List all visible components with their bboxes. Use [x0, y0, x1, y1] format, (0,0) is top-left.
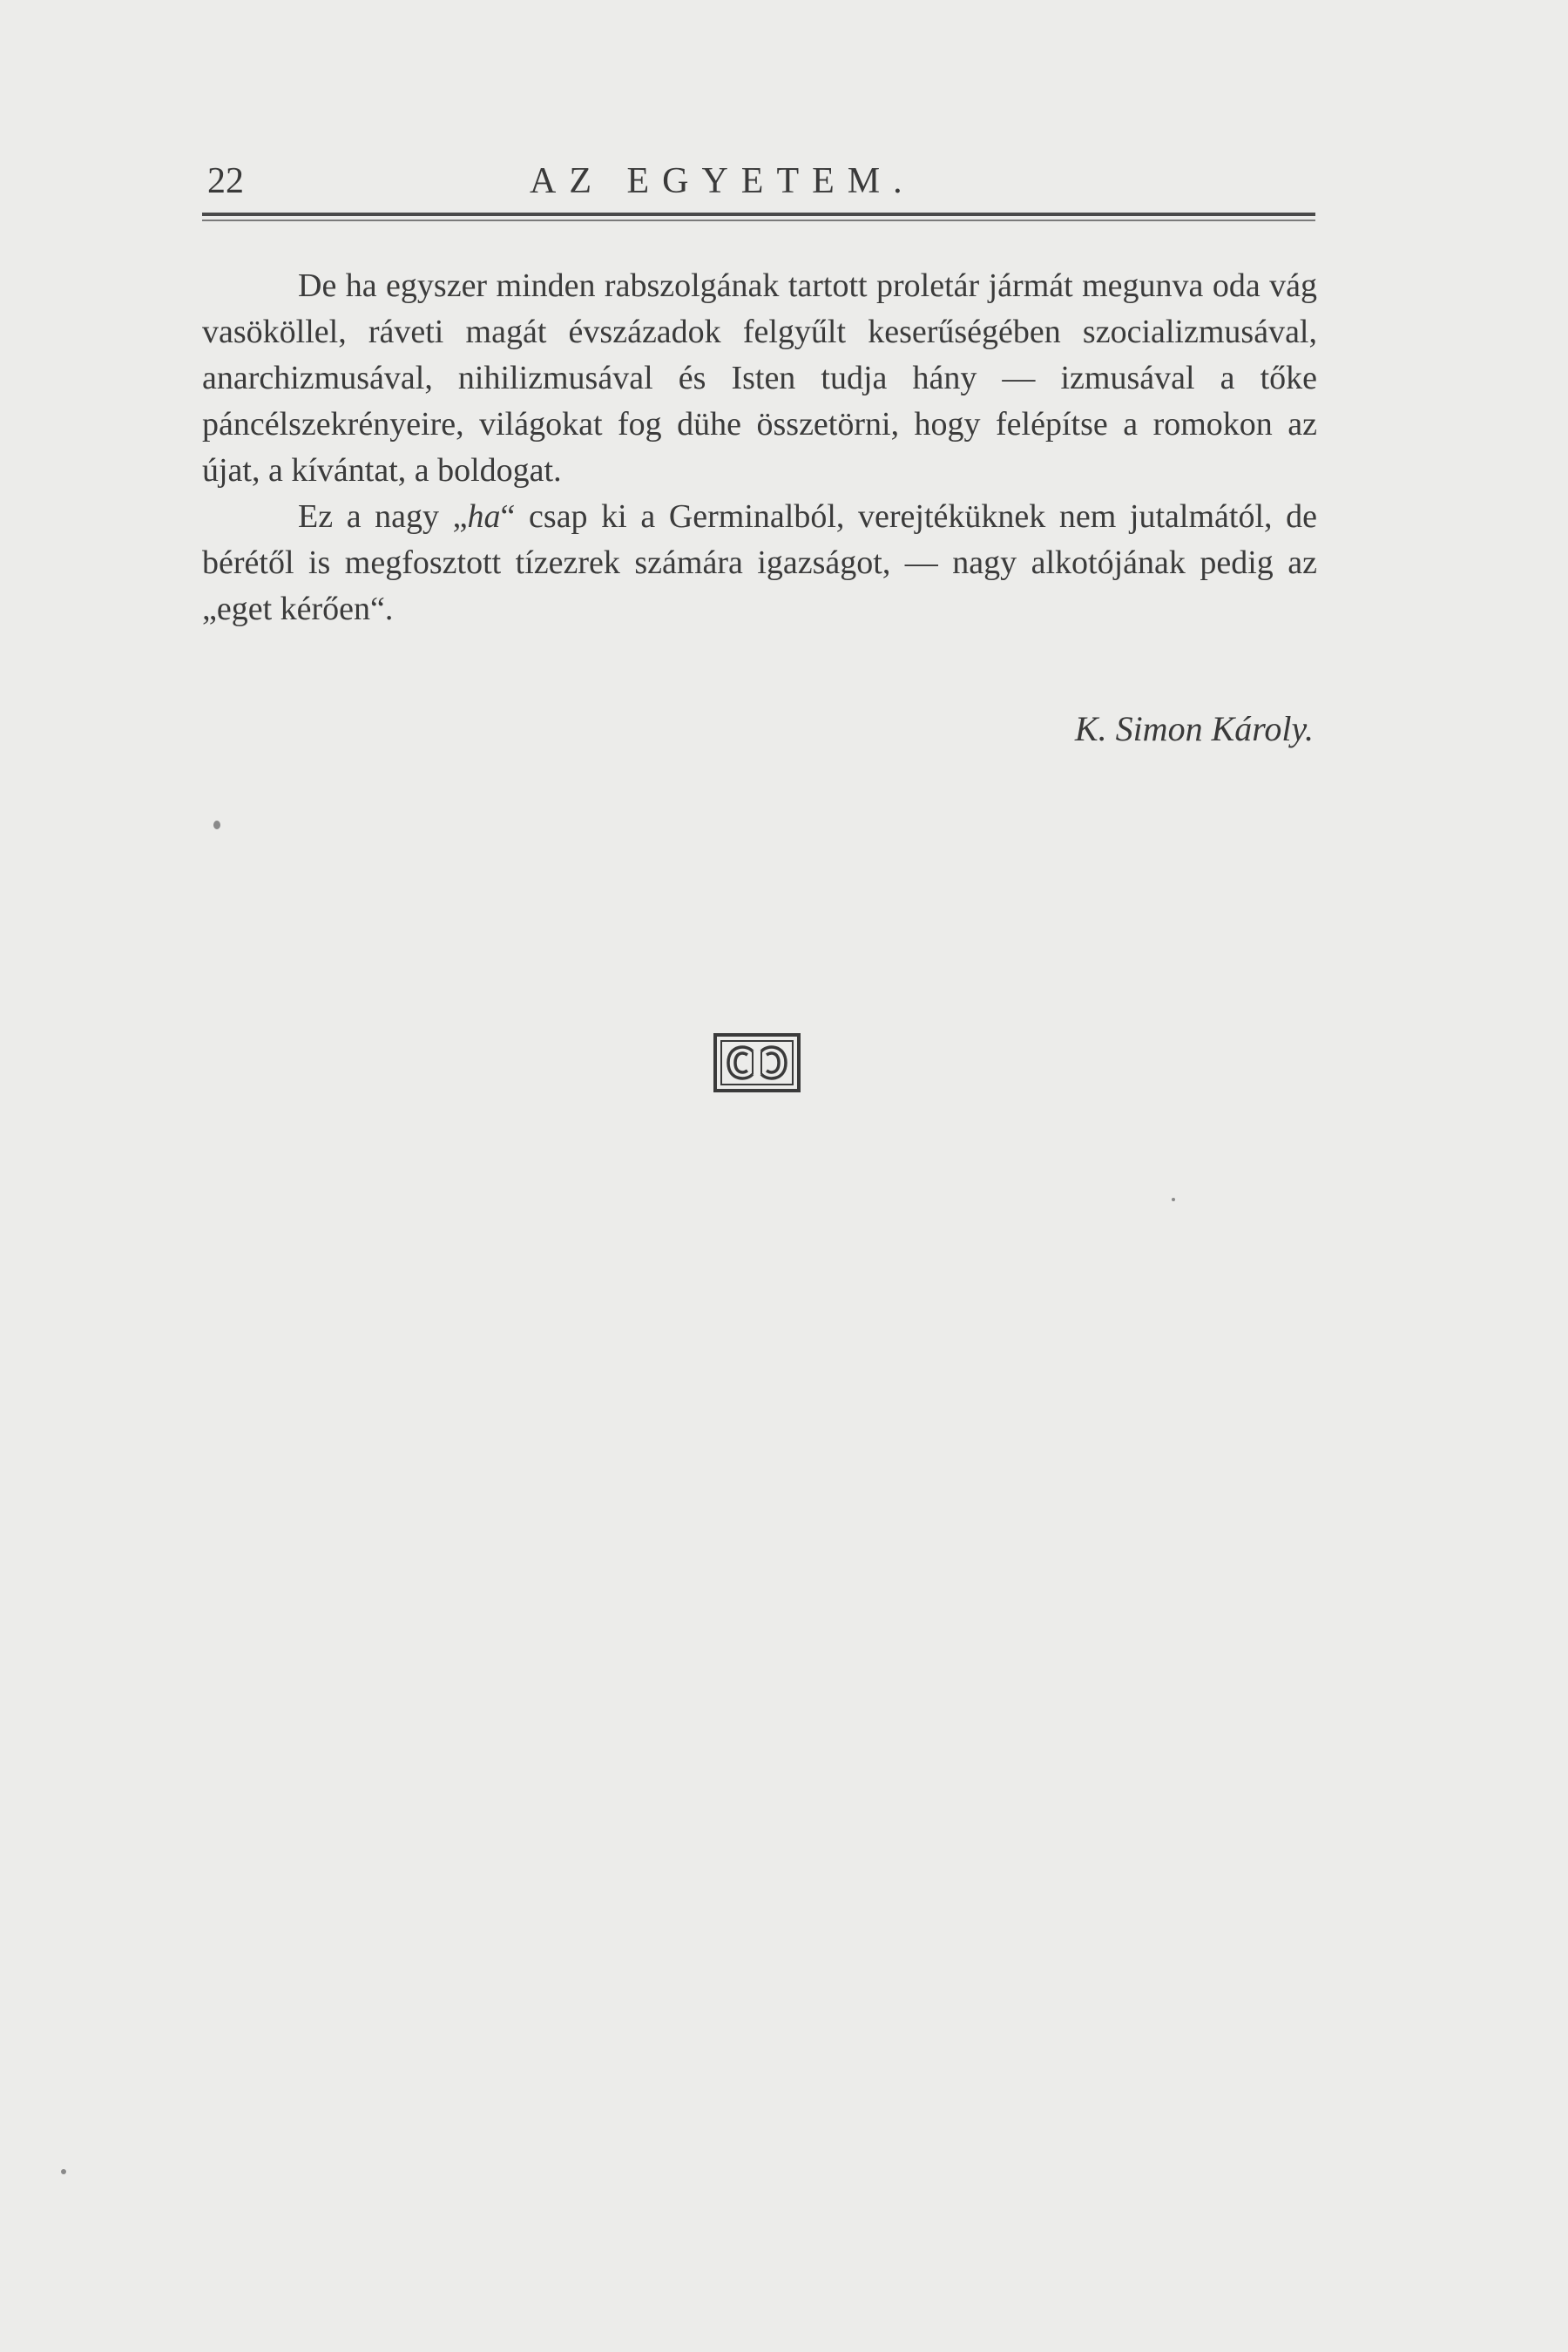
- header-rule-thick: [202, 213, 1315, 216]
- paragraph-2-rest: “ csap ki a Germinalból, verejtéküknek nem jutalmától, de bérétől is megfosztott tízezrek számára igazságot, — nagy alkotójának pedig az „eget kérően“.: [202, 498, 1317, 627]
- paper-speck: [1172, 1198, 1175, 1201]
- author-signature: K. Simon Károly.: [1074, 709, 1314, 748]
- page-header: [207, 157, 1314, 209]
- paragraph-2: [202, 494, 1317, 632]
- article-body: [202, 263, 1317, 632]
- decorative-ornament-icon: [713, 1032, 801, 1093]
- paragraph-1: De ha egyszer minden rabszolgának tartott proletár jármát megunva oda vág vasököllel, ráveti magát évszázadok felgyűlt keserűségében szocializmusával, anarchizmusával, nihilizmusával és Isten tudja hány — izmusával a tőke páncélszekrényeire, világokat fog dühe összetörni, hogy felépítse a romokon az újat, a kívántat, a boldogat.: [202, 267, 1317, 489]
- paper-speck: [61, 2169, 66, 2174]
- paper-speck: [213, 821, 220, 829]
- running-title: AZ EGYETEM.: [530, 161, 916, 201]
- page-number: 22: [207, 161, 244, 201]
- paragraph-2-start: Ez a nagy „: [298, 498, 468, 535]
- paragraph-2-emphasis: ha: [467, 498, 501, 535]
- header-rule-thin: [202, 220, 1315, 221]
